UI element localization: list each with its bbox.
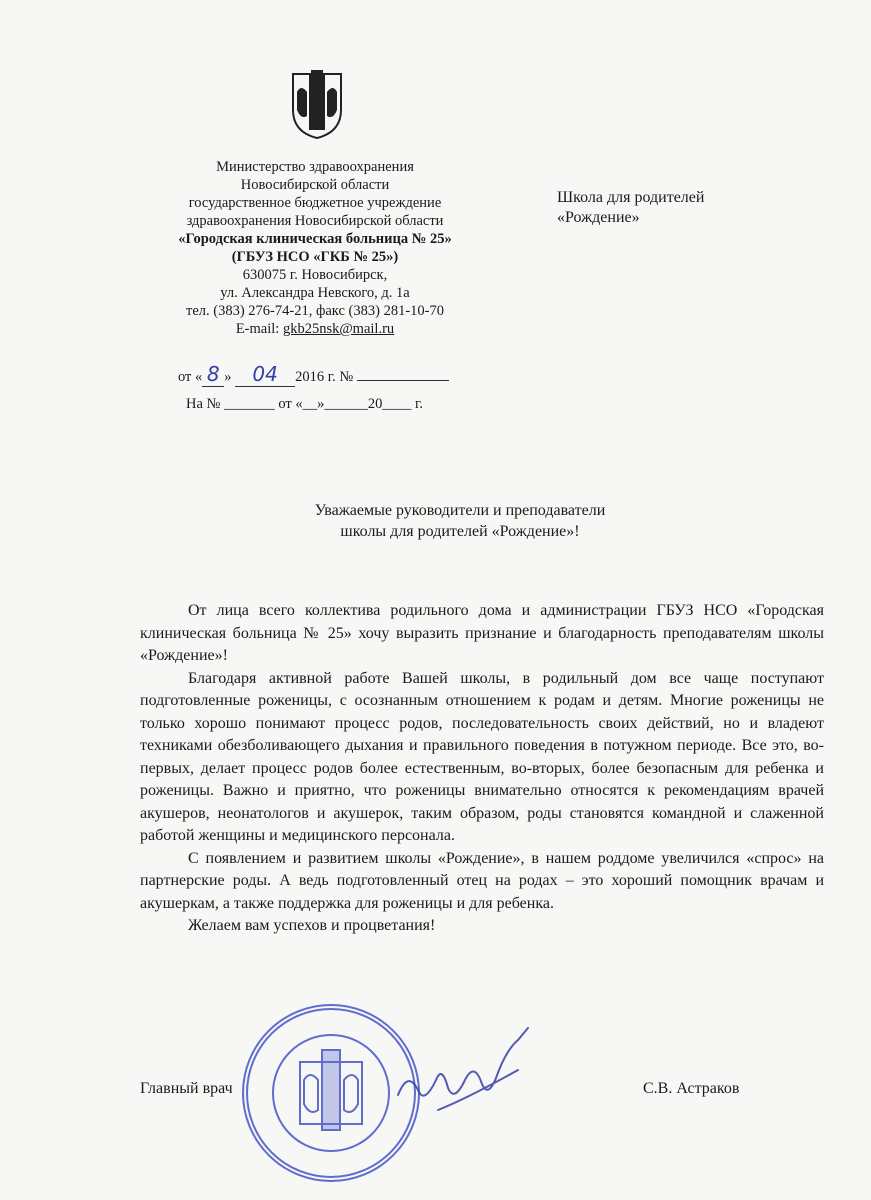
letter-body [140, 600, 824, 938]
body-paragraph: Благодаря активной работе Вашей школы, в родильный дом все чаще поступают подготовленные роженицы, с осознанным отношением к родам и детям. Многие роженицы не только хорошо понимают процесс родов, последовательность своих действий, но и владеют техниками обезболивающего дыхания и правильного поведения в потужном периоде. Все это, во-первых, делает процесс родов более естественным, во-вторых, более безопасным для ребенка и роженицы. Важно и приятно, что роженицы внимательно относятся к рекомендациям врачей акушеров, неонатологов и акушерок, таким образом, роды становятся командной и слаженной работой женщины и медицинского персонала. [140, 669, 824, 844]
reply-line: На № _______ от «__»______20____ г. [186, 396, 423, 412]
org-line: Министерство здравоохранения [216, 159, 414, 175]
coat-of-arms-icon [287, 70, 347, 140]
salutation-line: школы для родителей «Рождение»! [340, 523, 580, 540]
salutation-line: Уважаемые руководители и преподаватели [314, 502, 606, 519]
email-line [150, 320, 480, 338]
organization-block [150, 158, 480, 338]
date-mid: » [224, 369, 236, 385]
salutation [250, 500, 670, 542]
handwritten-signature-icon [378, 1010, 538, 1120]
address-line: 630075 г. Новосибирск, [242, 267, 388, 283]
address-line: ул. Александра Невского, д. 1а [220, 285, 410, 301]
addressee-block [557, 188, 704, 228]
date-year: 2016 г. № [295, 369, 354, 385]
org-name: «Городская клиническая больница № 25» [178, 231, 452, 247]
body-paragraph: Желаем вам успехов и процветания! [188, 917, 436, 934]
org-abbrev: (ГБУЗ НСО «ГКБ № 25») [231, 249, 399, 265]
date-prefix: от « [178, 369, 203, 385]
handwritten-month: 04 [235, 362, 295, 387]
handwritten-day: 8 [202, 362, 224, 387]
addressee-line: Школа для родителей [557, 189, 705, 206]
body-paragraph: От лица всего коллектива родильного дома и администрации ГБУЗ НСО «Городская клиническая больница № 25» хочу выразить признание и благодарность преподавателям школы «Рождение»! [140, 602, 824, 664]
signatory-title: Главный врач [140, 1080, 233, 1097]
signatory-name: С.В. Астраков [643, 1080, 740, 1097]
org-line: Новосибирской области [240, 177, 390, 193]
org-line: здравоохранения Новосибирской области [186, 213, 444, 229]
date-line [178, 362, 449, 387]
addressee-line: «Рождение» [557, 209, 640, 226]
email-link[interactable]: gkb25nsk@mail.ru [282, 321, 395, 337]
body-paragraph: С появлением и развитием школы «Рождение», в нашем роддоме увеличился «спрос» на партнерские роды. А ведь подготовленный отец на родах – это хороший помощник врачам и акушеркам, а также поддержка для роженицы и для ребенка. [140, 849, 824, 912]
email-label: E-mail: [235, 321, 283, 337]
org-line: государственное бюджетное учреждение [188, 195, 442, 211]
number-blank [357, 380, 449, 381]
address-line: тел. (383) 276-74-21, факс (383) 281-10-70 [186, 303, 444, 319]
